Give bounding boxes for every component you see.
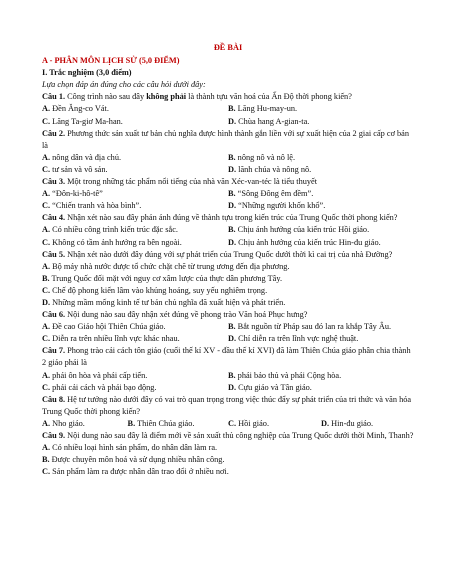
option-text: Lăng Ta-giơ Ma-han. [50,116,123,126]
answer-options [42,152,414,176]
option-key: D. [228,116,237,126]
question-block [42,91,414,127]
question-emphasis: không phải [146,92,187,102]
option-text: Đề cao Giáo hội Thiên Chúa giáo. [50,322,166,332]
document-title: ĐỀ BÀI [213,43,243,52]
option-key: D. [228,164,237,174]
question-number: Câu 1. [42,92,66,102]
option-text: Có nhiều loại hình sản phẩm, do nhân dân làm ra. [50,443,218,453]
option-key: A. [42,261,51,271]
option-key: A. [42,443,51,453]
answer-options [42,188,414,212]
option-key: A. [42,189,51,199]
answer-option[interactable] [228,116,414,128]
answer-options [42,321,414,345]
question-block [42,394,414,430]
question-stem [42,345,414,369]
option-key: C. [42,467,51,477]
answer-option[interactable] [228,224,414,236]
option-text: tư sản và vô sản. [50,164,108,174]
answer-option[interactable] [42,333,228,345]
option-key: C. [227,418,237,428]
option-text: Cựu giáo và Tân giáo. [236,382,312,392]
answer-option[interactable] [42,164,228,176]
question-block [42,128,414,176]
option-key: A. [42,104,51,114]
answer-option[interactable] [42,442,414,454]
question-stem [42,430,414,442]
answer-option[interactable] [42,224,228,236]
option-key: B. [228,152,236,162]
answer-option[interactable] [228,188,414,200]
question-stem [42,309,414,321]
option-text: Nho giáo. [50,418,85,428]
option-text: nông nô và nô lệ. [235,152,296,162]
question-text: Một trong những tác phẩm nổi tiếng của nhà văn Xéc-van-téc là tiểu thuyết [65,177,318,187]
option-text: Bộ máy nhà nước được tổ chức chặt chẽ từ trung ương đến địa phương. [50,261,290,271]
instruction-text: Lựa chọn đáp án đúng cho các câu hỏi dưới đây: [42,80,206,90]
question-block [42,345,414,393]
option-key: B. [228,370,236,380]
question-number: Câu 8. [42,394,66,404]
answer-option[interactable] [228,200,414,212]
question-stem [42,91,414,103]
option-key: D. [228,237,237,247]
question-text: Hệ tư tưởng nào dưới đây có vai trò quan trọng trong việc thúc đẩy sự phát triển của tri thức và văn hóa Trung Quốc thời phong kiến? [42,394,412,416]
option-text: Chỉ diễn ra trên lĩnh vực nghệ thuật. [236,334,359,344]
answer-option[interactable] [42,382,228,394]
option-key: A. [42,152,51,162]
option-key: D. [320,418,330,428]
option-key: D. [228,201,237,211]
answer-option[interactable] [42,273,414,285]
option-key: B. [42,455,50,465]
question-number: Câu 3. [42,177,66,187]
answer-option[interactable] [228,370,414,382]
question-block [42,212,414,248]
option-key: C. [42,382,51,392]
question-number: Câu 4. [42,213,66,223]
question-text: Công trình nào sau đây [65,92,147,102]
option-text: Có nhiều công trình kiến trúc đặc sắc. [50,225,178,235]
option-text: “Đôn-ki-hô-tê” [50,189,103,199]
option-text: Đền Ăng-co Vát. [50,104,109,114]
answer-options [42,418,414,430]
question-text: Phong trào cải cách tôn giáo (cuối thế kỉ XV - đầu thế kỉ XVI) đã làm Thiên Chúa giáo phân chia thành 2 giáo phái là [42,346,411,368]
option-text: Sản phẩm làm ra được nhân dân trao đổi ở nhiều nơi. [50,467,229,477]
answer-options [42,442,414,478]
answer-option[interactable] [42,418,128,430]
question-text: Nội dung nào sau đây nhận xét đúng về phong trào Văn hoá Phục hưng? [65,310,308,320]
option-key: A. [42,322,51,332]
answer-option[interactable] [228,164,414,176]
option-text: Thiên Chúa giáo. [135,418,195,428]
answer-option[interactable] [228,103,414,115]
option-text: phái bảo thủ và phái Cộng hòa. [235,370,342,380]
option-text: Lăng Hu-may-un. [235,104,298,114]
option-key: B. [127,418,136,428]
option-text: Bắt nguồn từ Pháp sau đó lan ra khắp Tây Âu. [235,322,392,332]
answer-option[interactable] [128,418,228,430]
option-key: A. [42,418,51,428]
answer-option[interactable] [42,103,228,115]
option-text: Chịu ảnh hưởng của kiến trúc Hin-đu giáo. [236,237,381,247]
option-text: Những mầm mống kinh tế tư bản chủ nghĩa đã xuất hiện và phát triển. [50,297,286,307]
answer-option[interactable] [321,418,414,430]
question-number: Câu 5. [42,249,66,259]
option-text: “Sông Đông êm đềm”. [235,189,314,199]
option-text: Hin-đu giáo. [329,418,374,428]
answer-option[interactable] [42,454,414,466]
question-number: Câu 6. [42,310,66,320]
option-key: B. [228,189,236,199]
question-text-tail: là thành tựu văn hoá của Ấn Độ thời phong kiến? [186,92,352,102]
option-text: “Chiến tranh và hòa bình”. [50,201,142,211]
question-number: Câu 9. [42,431,66,440]
option-text: nông dân và địa chủ. [50,152,122,162]
option-text: Chịu ảnh hưởng của kiến trúc Hồi giáo. [235,225,370,235]
option-key: C. [42,201,51,211]
option-key: B. [228,225,236,235]
question-block [42,176,414,212]
option-text: Diễn ra trên nhiều lĩnh vực khác nhau. [50,334,180,344]
option-key: A. [42,225,51,235]
section-a-heading: A - PHÂN MÔN LỊCH SỬ (5,0 ĐIỂM) [42,56,180,66]
answer-option[interactable] [42,152,228,164]
answer-option[interactable] [228,418,321,430]
answer-option[interactable] [42,200,228,212]
option-text: phái ôn hòa và phái cấp tiến. [50,370,148,380]
question-stem [42,212,414,224]
option-text: Được chuyên môn hoá và sử dụng nhiều nhân công. [49,455,225,465]
option-key: C. [42,334,51,344]
question-block [42,430,414,478]
question-stem [42,128,414,152]
option-text: Chùa hang A-gian-ta. [236,116,310,126]
question-number: Câu 2. [42,128,66,138]
answer-option[interactable] [228,152,414,164]
answer-option[interactable] [228,237,414,249]
option-text: phái cải cách và phái bạo động. [50,382,157,392]
answer-option[interactable] [42,370,228,382]
question-text: Nội dung nào sau đây là điểm mới về sản xuất thủ công nghiệp của Trung Quốc dưới thời Minh, Thanh? [65,431,414,440]
option-key: B. [228,322,236,332]
answer-options [42,261,414,309]
answer-option[interactable] [42,261,414,273]
option-key: B. [42,273,50,283]
option-key: B. [228,104,236,114]
option-text: lãnh chúa và nông nô. [236,164,312,174]
option-key: C. [42,237,51,247]
option-key: D. [228,382,237,392]
answer-option[interactable] [42,297,414,309]
answer-option[interactable] [42,237,228,249]
answer-option[interactable] [228,382,414,394]
option-text: Không có tầm ảnh hưởng ra bên ngoài. [50,237,182,247]
question-stem [42,176,414,188]
answer-options [42,370,414,394]
option-key: C. [42,116,51,126]
answer-options [42,103,414,127]
option-text: Trung Quốc đối mặt với nguy cơ xâm lược của thực dân phương Tây. [49,273,283,283]
question-block [42,249,414,309]
part-1-heading: I. Trắc nghiệm (3,0 điểm) [42,68,132,78]
option-text: “Những người khốn khổ”. [236,201,326,211]
answer-option[interactable] [42,188,228,200]
answer-options [42,224,414,248]
answer-option[interactable] [42,466,414,478]
question-text: Nhận xét nào sau đây phản ánh đúng về thành tựu trong kiến trúc của Trung Quốc thời phong kiến? [65,213,398,223]
question-list [42,91,414,478]
answer-option[interactable] [42,285,414,297]
question-text: Phương thức sản xuất tư bản chủ nghĩa được hình thành gắn liền với sự xuất hiện của 2 giai cấp cơ bản là [42,128,410,150]
option-key: A. [42,370,51,380]
answer-option[interactable] [228,333,414,345]
option-key: C. [42,164,51,174]
option-key: C. [42,285,51,295]
answer-option[interactable] [228,321,414,333]
answer-option[interactable] [42,116,228,128]
option-text: Hồi giáo. [236,418,270,428]
question-stem [42,394,414,418]
option-text: Chế độ phong kiến lâm vào khủng hoảng, suy yếu nghiêm trọng. [50,285,268,295]
question-number: Câu 7. [42,346,66,356]
question-stem [42,249,414,261]
answer-option[interactable] [42,321,228,333]
option-key: D. [228,334,237,344]
question-text: Nhận xét nào dưới đây đúng với sự phát triển của Trung Quốc dưới thời kì cai trị của nhà Đường? [65,249,393,259]
question-block [42,309,414,345]
option-key: D. [42,297,51,307]
